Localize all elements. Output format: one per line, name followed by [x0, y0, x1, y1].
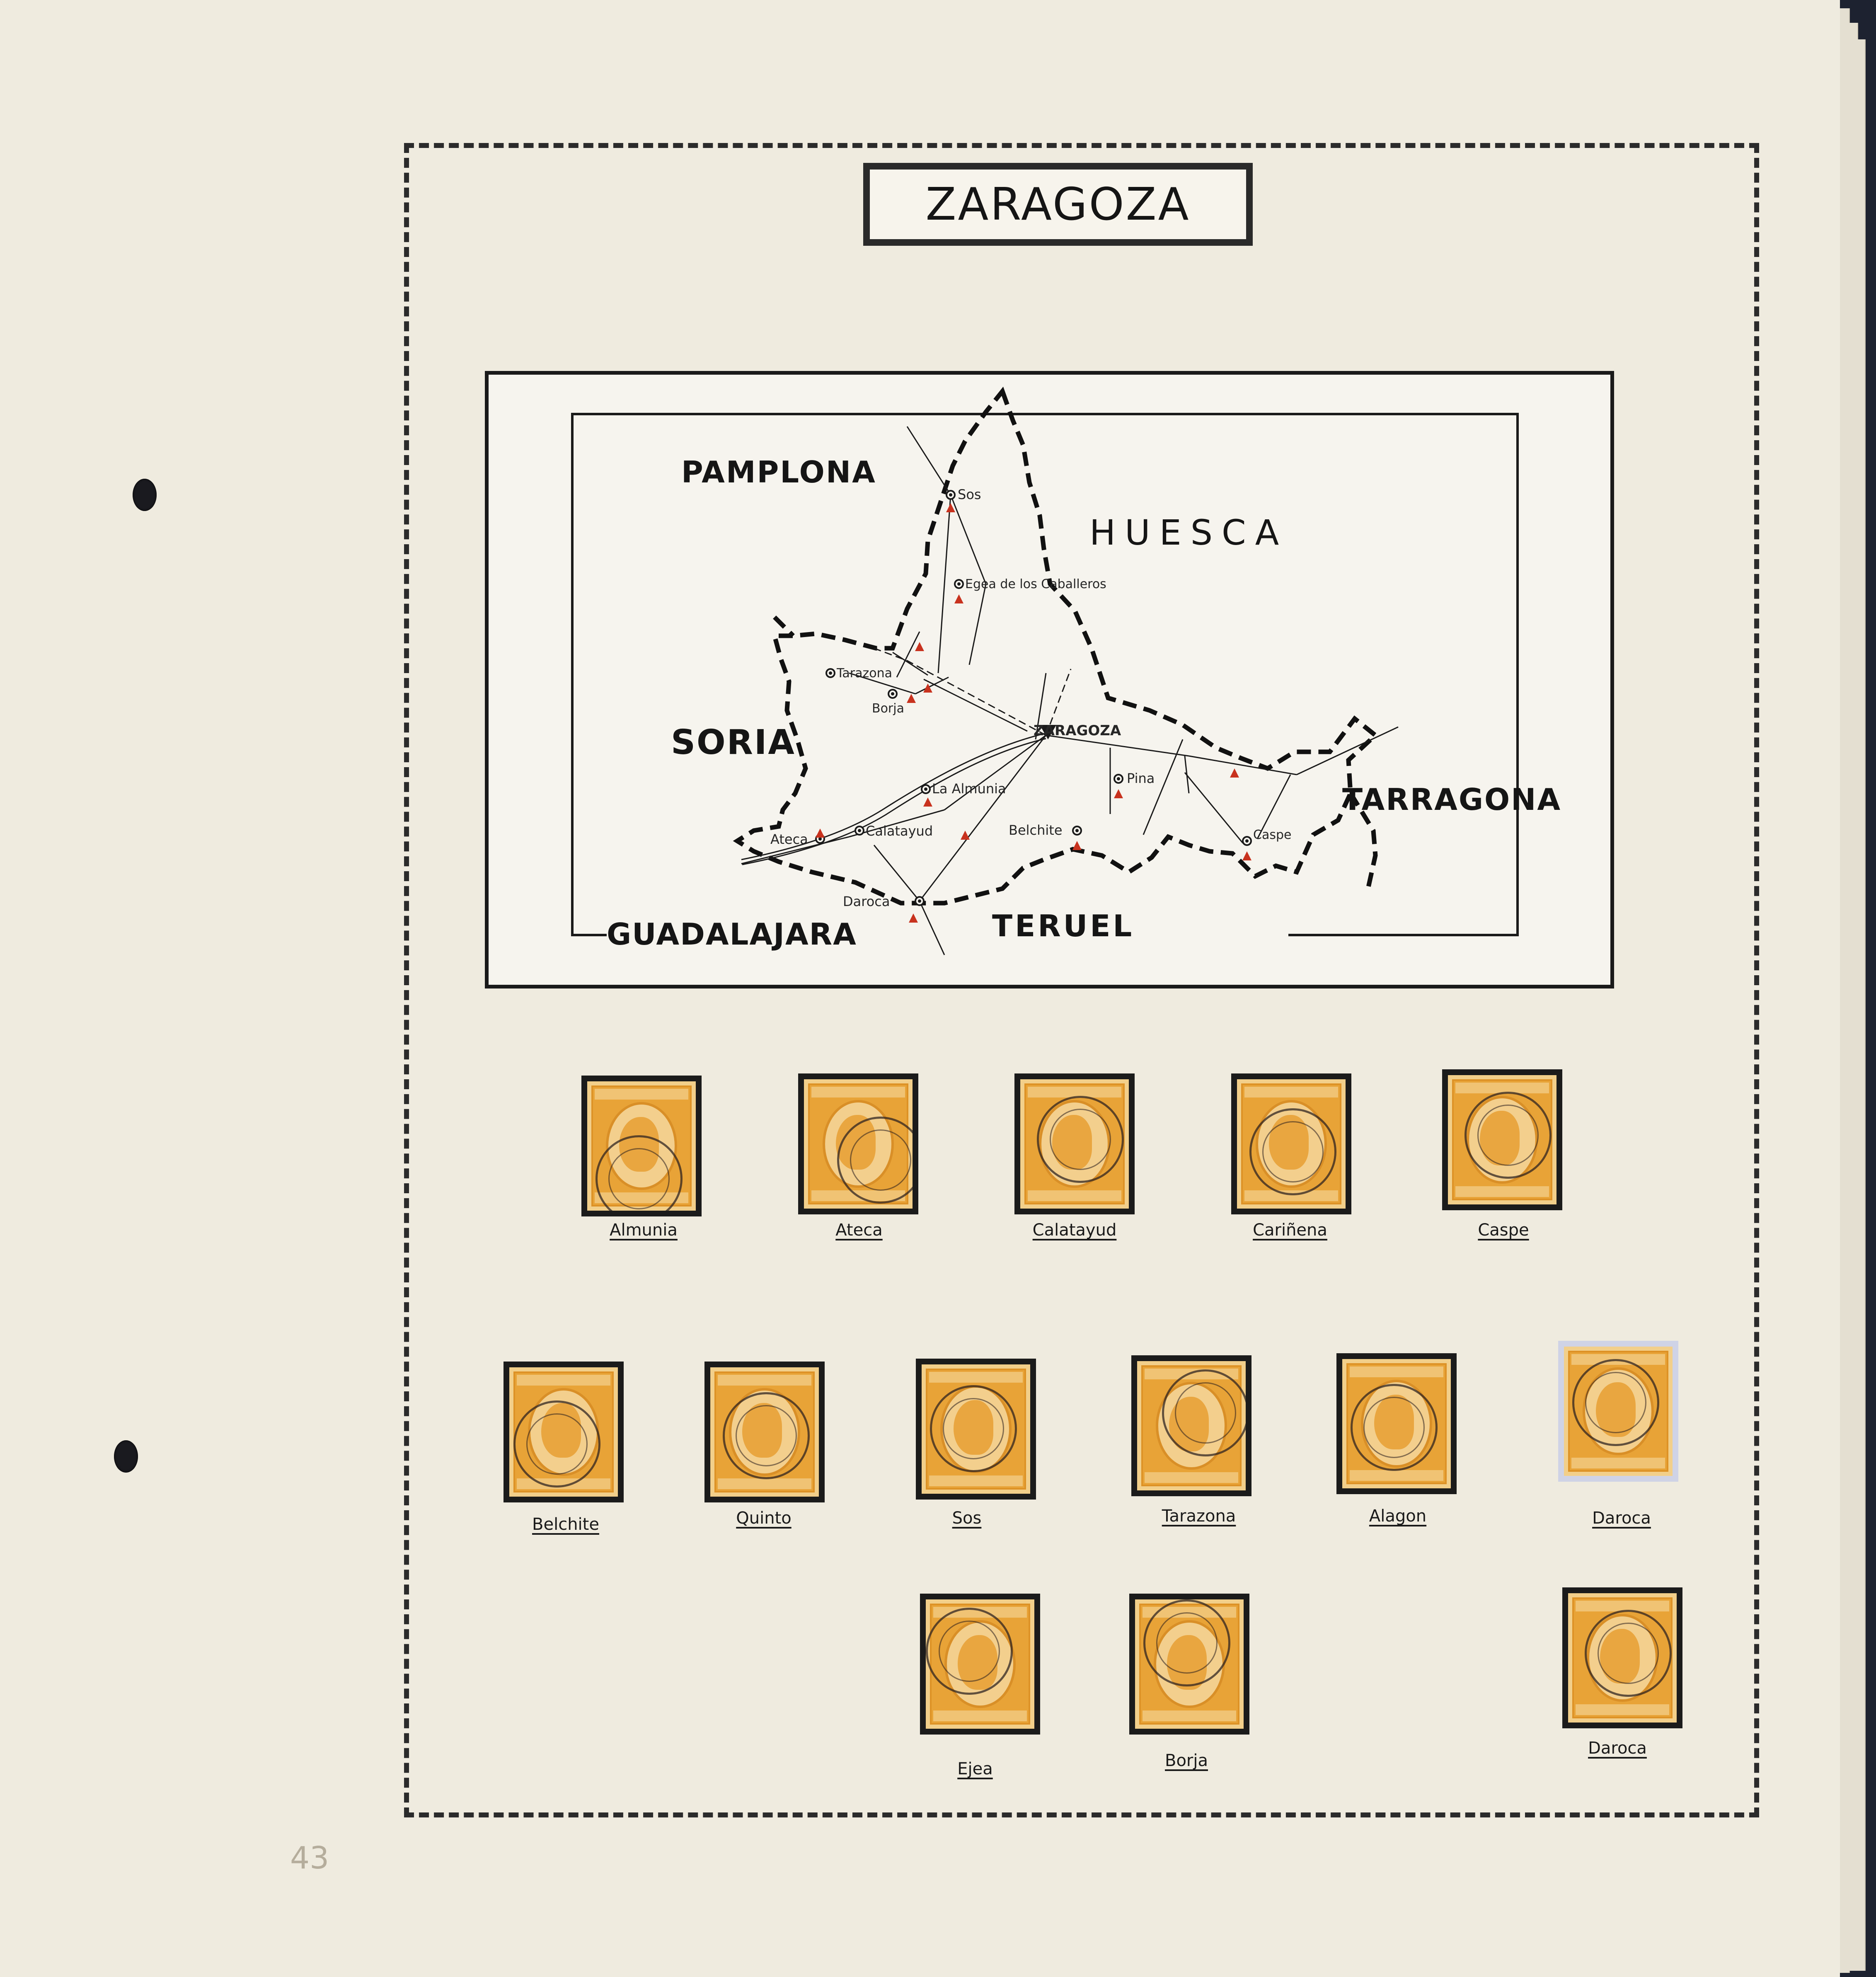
roads — [741, 426, 1398, 955]
town-label-borja: Borja — [872, 701, 904, 716]
town-label-ateca: Ateca — [770, 831, 808, 847]
title-label — [863, 163, 1253, 246]
stamp-label-quinto: Quinto — [736, 1509, 792, 1528]
stamp-label-carinena: Cariñena — [1253, 1221, 1327, 1240]
stamp-ateca — [798, 1073, 918, 1214]
town-label-sos: Sos — [958, 487, 981, 502]
town-label-zaragoza: ZARAGOZA — [1034, 722, 1121, 739]
stamp-label-tarazona: Tarazona — [1162, 1507, 1236, 1526]
label-guadalajara: GUADALAJARA — [607, 917, 857, 952]
town-label-egea: Egea de los Caballeros — [965, 577, 1106, 591]
stamp-label-ateca: Ateca — [835, 1221, 883, 1240]
label-teruel: TERUEL — [992, 909, 1135, 943]
page-title: ZARAGOZA — [870, 170, 1246, 239]
stamp-calatayud — [1014, 1073, 1135, 1214]
map-inner-frame — [932, 414, 1518, 935]
town-label-belchite: Belchite — [1009, 822, 1063, 838]
stamp-almunia — [581, 1076, 702, 1216]
page-edge-3 — [1857, 39, 1866, 1971]
stamp-label-borja: Borja — [1165, 1751, 1208, 1770]
stamp-label-daroca-2: Daroca — [1588, 1739, 1647, 1758]
stamp-caspe — [1442, 1069, 1562, 1210]
stamp-label-sos: Sos — [952, 1509, 982, 1528]
stamp-label-caspe: Caspe — [1478, 1221, 1529, 1240]
stamp-label-belchite: Belchite — [532, 1515, 599, 1534]
huesca-navarra-border — [775, 617, 793, 636]
stamp-label-ejea: Ejea — [957, 1759, 993, 1778]
stamp-label-calatayud: Calatayud — [1032, 1221, 1117, 1240]
stamp-tarazona — [1131, 1355, 1251, 1496]
stamp-ejea — [920, 1594, 1040, 1735]
stamp-borja — [1129, 1594, 1249, 1735]
stamp-quinto — [704, 1362, 825, 1502]
page-number: 43 — [290, 1840, 329, 1876]
punch-hole-bottom — [114, 1440, 138, 1473]
stamp-label-daroca-1: Daroca — [1592, 1509, 1651, 1528]
town-label-tarazona: Tarazona — [837, 666, 892, 681]
town-label-calatayud: Calatayud — [866, 823, 933, 839]
stamp-carinena — [1231, 1073, 1351, 1214]
stamp-alagon — [1336, 1353, 1457, 1494]
stamp-daroca-1 — [1558, 1341, 1678, 1482]
province-map — [485, 371, 1614, 988]
map-svg — [489, 375, 1610, 985]
stamp-label-alagon: Alagon — [1369, 1507, 1427, 1526]
stamp-belchite — [503, 1362, 624, 1502]
stamp-label-almunia: Almunia — [610, 1221, 678, 1240]
label-pamplona: PAMPLONA — [681, 455, 876, 489]
town-label-caspe: Caspe — [1253, 828, 1292, 842]
town-label-la-almunia: La Almunia — [932, 781, 1006, 797]
stamp-daroca-2 — [1562, 1587, 1682, 1728]
label-huesca: HUESCA — [1089, 512, 1288, 553]
page-edge-1 — [1840, 8, 1850, 1973]
label-tarragona: TARRAGONA — [1342, 782, 1562, 817]
page-edge-2 — [1849, 23, 1858, 1971]
punch-hole-top — [133, 479, 157, 511]
town-label-daroca: Daroca — [843, 894, 890, 909]
stamp-sos — [916, 1359, 1036, 1500]
town-label-pina: Pina — [1127, 770, 1155, 786]
label-soria: SORIA — [671, 723, 796, 762]
